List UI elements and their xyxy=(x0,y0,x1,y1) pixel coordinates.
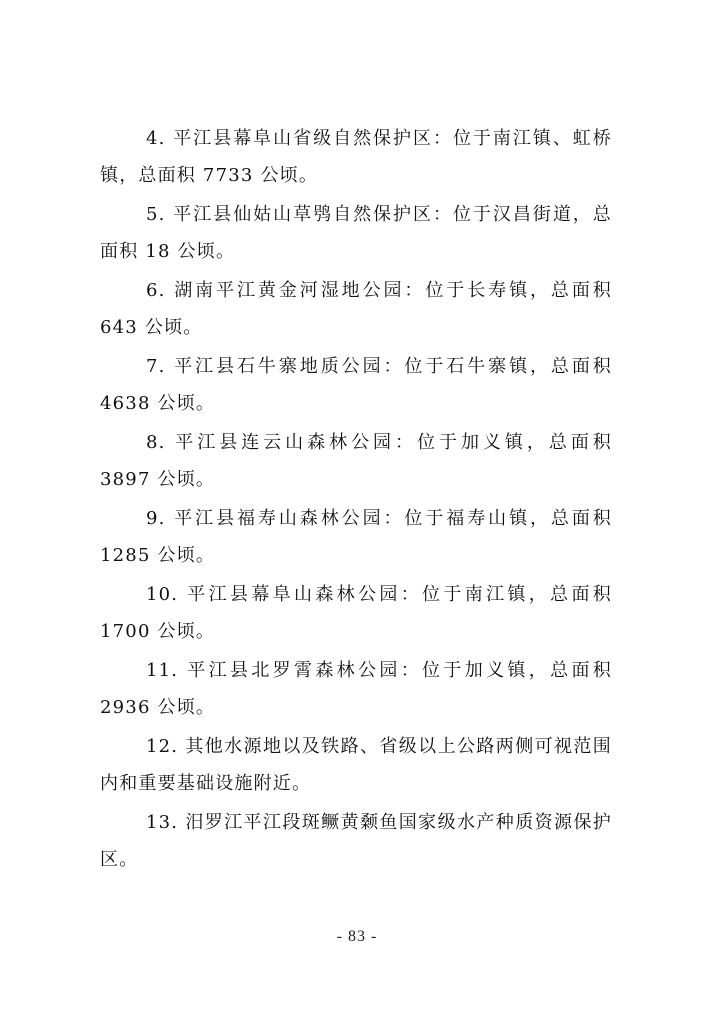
list-item-9: 9. 平江县福寿山森林公园：位于福寿山镇，总面积 1285 公顷。 xyxy=(100,508,612,566)
list-item-12: 12. 其他水源地以及铁路、省级以上公路两侧可视范围内和重要基础设施附近。 xyxy=(100,736,612,794)
list-item-4: 4. 平江县幕阜山省级自然保护区：位于南江镇、虹桥镇，总面积 7733 公顷。 xyxy=(100,128,612,186)
list-item-8: 8. 平江县连云山森林公园：位于加义镇，总面积 3897 公顷。 xyxy=(100,432,612,490)
list-item-13: 13. 汨罗江平江段斑鳜黄颡鱼国家级水产种质资源保护区。 xyxy=(100,812,612,870)
list-item-6: 6. 湖南平江黄金河湿地公园：位于长寿镇，总面积 643 公顷。 xyxy=(100,280,612,338)
list-item-7: 7. 平江县石牛寨地质公园：位于石牛寨镇，总面积 4638 公顷。 xyxy=(100,356,612,414)
list-item-11: 11. 平江县北罗霄森林公园：位于加义镇，总面积 2936 公顷。 xyxy=(100,660,612,718)
list-item-5: 5. 平江县仙姑山草鸮自然保护区：位于汉昌街道，总面积 18 公顷。 xyxy=(100,204,612,262)
page-number: - 83 - xyxy=(336,928,378,945)
list-item-10: 10. 平江县幕阜山森林公园：位于南江镇，总面积 1700 公顷。 xyxy=(100,584,612,642)
